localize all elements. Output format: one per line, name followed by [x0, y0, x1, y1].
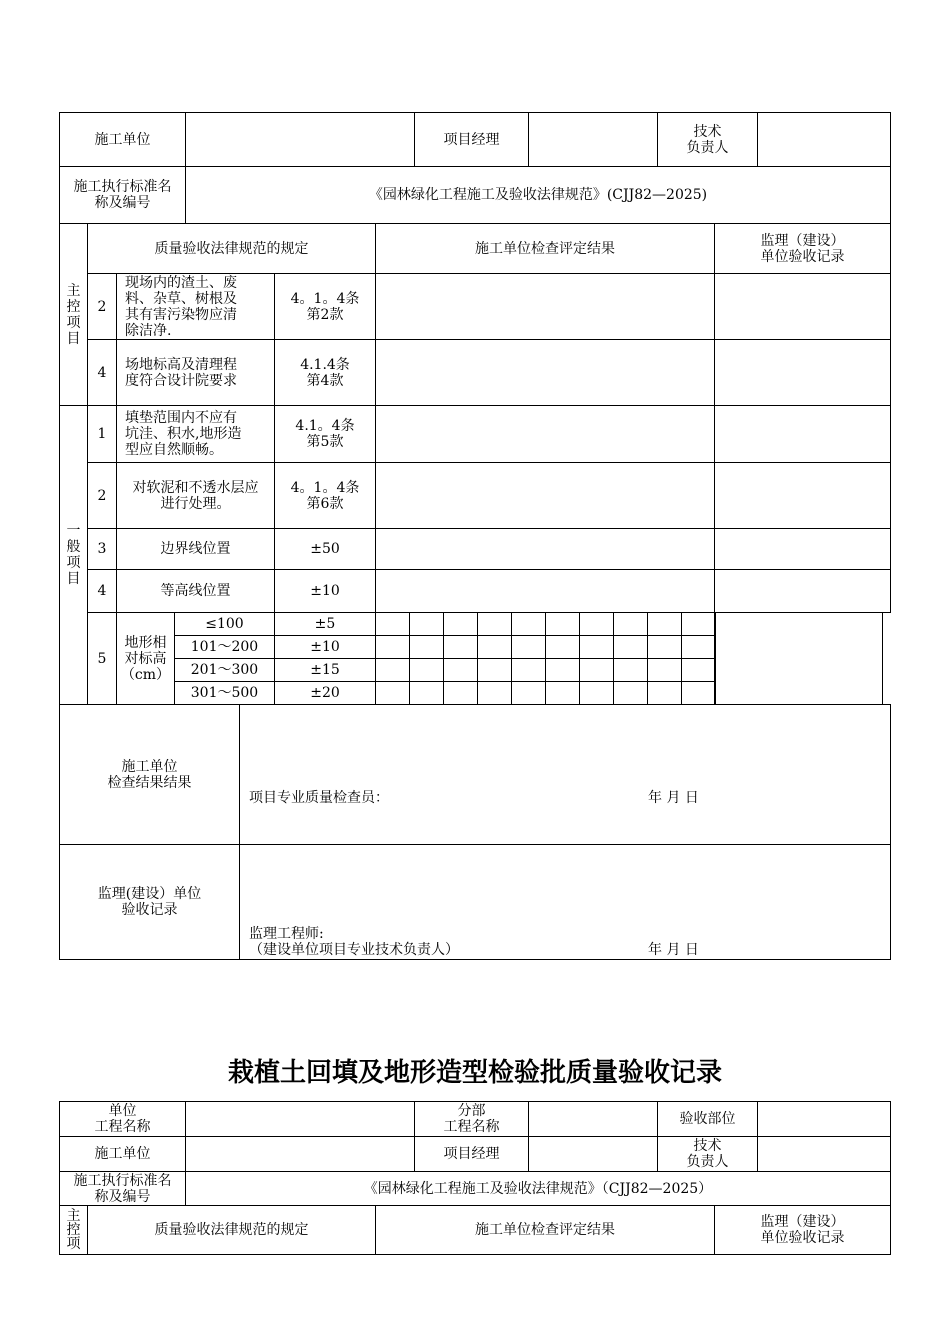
measurement-cell[interactable]: [545, 612, 580, 636]
terrain-item-no: 5: [87, 612, 117, 705]
general-item-supervision[interactable]: [714, 528, 891, 570]
terrain-supervision[interactable]: [714, 612, 883, 705]
main-item-no: 4: [87, 339, 117, 406]
main-control-label: 主 控 项 目: [59, 223, 88, 406]
measurement-cell[interactable]: [613, 681, 648, 705]
measurement-cell[interactable]: [477, 635, 512, 659]
terrain-range: 101～200: [174, 635, 275, 659]
general-item-clause: ±50: [274, 528, 376, 570]
main-item-check[interactable]: [375, 273, 715, 340]
terrain-tolerance: ±10: [274, 635, 376, 659]
measurement-cell[interactable]: [511, 612, 546, 636]
main-item-desc: 场地标高及清理程 度符合设计院要求: [116, 339, 275, 406]
measurement-cell[interactable]: [647, 681, 682, 705]
tech-lead-value[interactable]: [757, 112, 891, 167]
terrain-range: ≤100: [174, 612, 275, 636]
sub-project-label: 分部 工程名称: [414, 1101, 529, 1137]
general-item-check[interactable]: [375, 528, 715, 570]
terrain-tolerance: ±20: [274, 681, 376, 705]
general-item-desc: 边界线位置: [116, 528, 275, 570]
measurement-cell[interactable]: [443, 681, 478, 705]
acceptance-part-label: 验收部位: [657, 1101, 758, 1137]
general-label: 一 般 项 目: [59, 405, 88, 705]
page-title: 栽植土回填及地形造型检验批质量验收记录: [227, 1058, 722, 1088]
construction-unit-label: 施工单位: [59, 1136, 186, 1172]
sub-project-value[interactable]: [528, 1101, 658, 1137]
supervision-date: 年 月 日: [648, 942, 699, 958]
measurement-cell[interactable]: [545, 681, 580, 705]
inspection-label: 施工单位 检查结果结果: [59, 704, 240, 845]
inspector-label: 项目专业质量检查员：: [249, 790, 389, 806]
measurement-cell[interactable]: [409, 681, 444, 705]
general-item-supervision[interactable]: [714, 462, 891, 529]
general-item-no: 4: [87, 569, 117, 613]
standard-value: 《园林绿化工程施工及验收法律规范》（CJJ82—2025）: [185, 1171, 891, 1206]
general-item-check[interactable]: [375, 569, 715, 613]
measurement-cell[interactable]: [443, 612, 478, 636]
measurement-cell[interactable]: [647, 612, 682, 636]
measurement-cell[interactable]: [579, 635, 614, 659]
general-item-clause: 4.1。4条 第5款: [274, 405, 376, 463]
measurement-cell[interactable]: [545, 635, 580, 659]
general-item-supervision[interactable]: [714, 405, 891, 463]
terrain-range: 301～500: [174, 681, 275, 705]
header-supervision: 监理（建设） 单位验收记录: [714, 1205, 891, 1255]
measurement-cell[interactable]: [681, 658, 716, 682]
general-item-desc: 等高线位置: [116, 569, 275, 613]
project-manager-value[interactable]: [528, 112, 658, 167]
measurement-cell[interactable]: [511, 658, 546, 682]
acceptance-part-value[interactable]: [757, 1101, 891, 1137]
main-item-supervision[interactable]: [714, 273, 891, 340]
measurement-cell[interactable]: [511, 635, 546, 659]
measurement-cell[interactable]: [511, 681, 546, 705]
measurement-cell[interactable]: [613, 658, 648, 682]
project-manager-value[interactable]: [528, 1136, 658, 1172]
measurement-cell[interactable]: [443, 658, 478, 682]
header-spec: 质量验收法律规范的规定: [87, 223, 376, 274]
tech-lead-label: 技术 负责人: [657, 1136, 758, 1172]
header-spec: 质量验收法律规范的规定: [87, 1205, 376, 1255]
measurement-cell[interactable]: [375, 681, 410, 705]
measurement-cell[interactable]: [375, 635, 410, 659]
measurement-cell[interactable]: [409, 658, 444, 682]
measurement-cell[interactable]: [579, 681, 614, 705]
general-item-check[interactable]: [375, 405, 715, 463]
main-item-clause: 4。1。4条 第2款: [274, 273, 376, 340]
construction-unit-value[interactable]: [185, 112, 415, 167]
measurement-cell[interactable]: [443, 635, 478, 659]
standard-label: 施工执行标准名 称及编号: [59, 1171, 186, 1206]
unit-project-value[interactable]: [185, 1101, 415, 1137]
main-item-supervision[interactable]: [714, 339, 891, 406]
measurement-cell[interactable]: [681, 635, 716, 659]
measurement-cell[interactable]: [647, 658, 682, 682]
tech-lead-label: 技术 负责人: [657, 112, 758, 167]
main-item-clause: 4.1.4条 第4款: [274, 339, 376, 406]
general-item-no: 3: [87, 528, 117, 570]
header-supervision: 监理（建设） 单位验收记录: [714, 223, 891, 274]
measurement-cell[interactable]: [545, 658, 580, 682]
measurement-cell[interactable]: [409, 612, 444, 636]
measurement-cell[interactable]: [579, 612, 614, 636]
terrain-label: 地形相 对标高 （cm）: [116, 612, 175, 705]
main-item-check[interactable]: [375, 339, 715, 406]
general-item-supervision[interactable]: [714, 569, 891, 613]
measurement-cell[interactable]: [613, 612, 648, 636]
measurement-cell[interactable]: [477, 658, 512, 682]
general-item-no: 1: [87, 405, 117, 463]
measurement-cell[interactable]: [681, 612, 716, 636]
measurement-cell[interactable]: [613, 635, 648, 659]
general-item-clause: ±10: [274, 569, 376, 613]
measurement-cell[interactable]: [477, 612, 512, 636]
measurement-cell[interactable]: [579, 658, 614, 682]
general-item-check[interactable]: [375, 462, 715, 529]
supervision-label: 监理(建设）单位 验收记录: [59, 844, 240, 960]
general-item-no: 2: [87, 462, 117, 529]
measurement-cell[interactable]: [375, 612, 410, 636]
construction-unit-label: 施工单位: [59, 112, 186, 167]
general-item-desc: 填垫范围内不应有 坑洼、积水,地形造 型应自然顺畅。: [116, 405, 275, 463]
measurement-cell[interactable]: [375, 658, 410, 682]
unit-project-label: 单位 工程名称: [59, 1101, 186, 1137]
inspection-area[interactable]: [239, 704, 891, 845]
main-item-no: 2: [87, 273, 117, 340]
terrain-tolerance: ±5: [274, 612, 376, 636]
general-item-desc: 对软泥和不透水层应 进行处理。: [116, 462, 275, 529]
project-manager-label: 项目经理: [414, 1136, 529, 1172]
terrain-tolerance: ±15: [274, 658, 376, 682]
main-control-label: 主 控 项: [59, 1205, 88, 1255]
standard-value: 《园林绿化工程施工及验收法律规范》(CJJ82—2025): [185, 166, 891, 224]
standard-label: 施工执行标准名 称及编号: [59, 166, 186, 224]
measurement-cell[interactable]: [681, 681, 716, 705]
inspection-date: 年 月 日: [648, 790, 699, 806]
project-manager-label: 项目经理: [414, 112, 529, 167]
construction-unit-value[interactable]: [185, 1136, 415, 1172]
general-item-clause: 4。1。4条 第6款: [274, 462, 376, 529]
measurement-cell[interactable]: [409, 635, 444, 659]
header-check: 施工单位检查评定结果: [375, 223, 715, 274]
measurement-cell[interactable]: [647, 635, 682, 659]
engineer-label: 监理工程师: （建设单位项目专业技术负责人）: [249, 926, 459, 958]
terrain-range: 201～300: [174, 658, 275, 682]
tech-lead-value[interactable]: [757, 1136, 891, 1172]
measurement-cell[interactable]: [477, 681, 512, 705]
main-item-desc: 现场内的渣土、废 料、杂草、树根及 其有害污染物应清 除洁净.: [116, 273, 275, 340]
header-check: 施工单位检查评定结果: [375, 1205, 715, 1255]
